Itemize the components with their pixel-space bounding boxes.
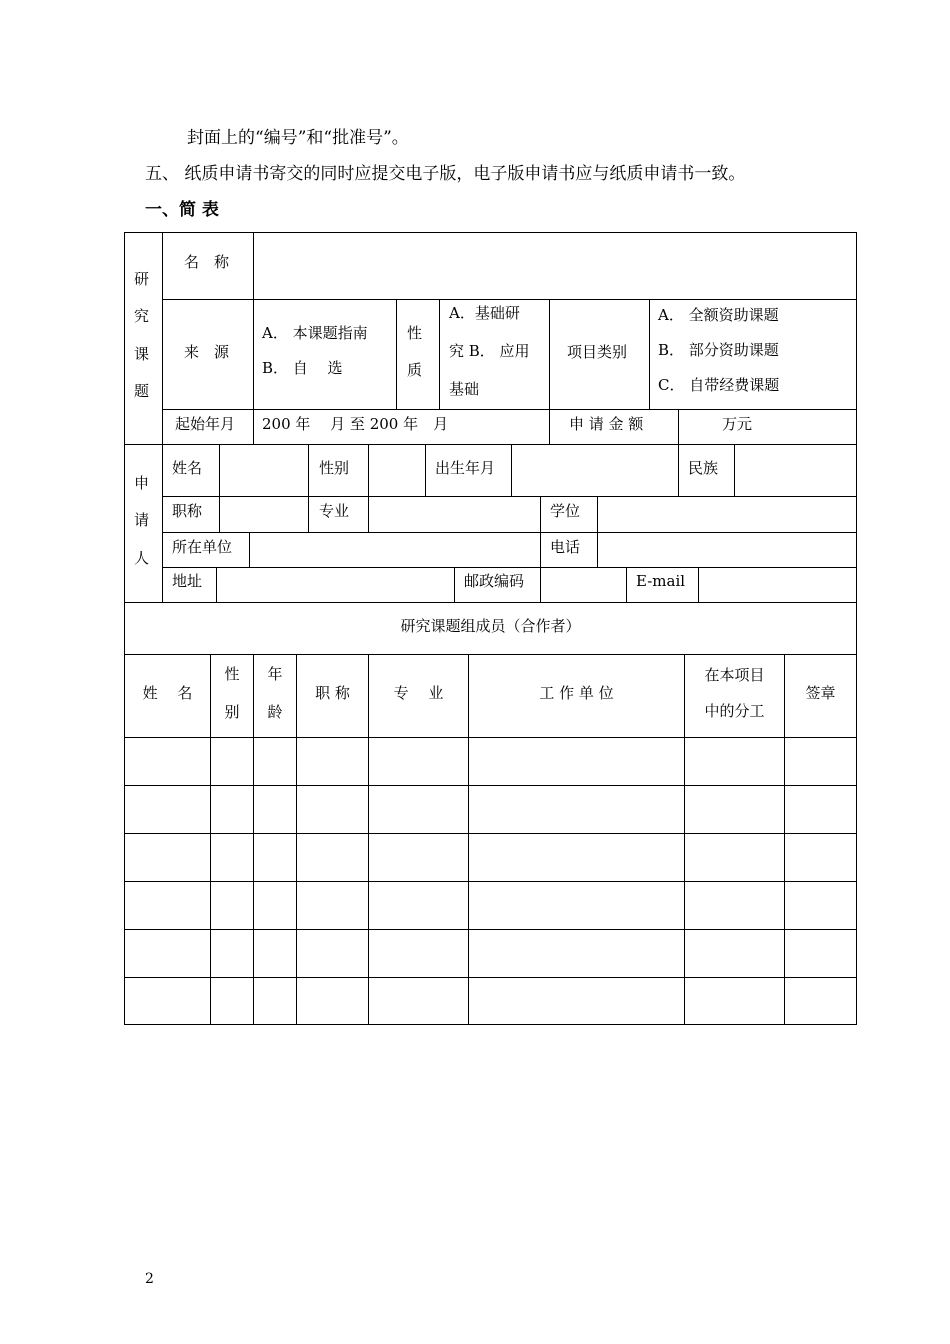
category-option-b[interactable]: B． 部分资助课题 xyxy=(658,341,779,359)
applicant-address-label: 地址 xyxy=(172,572,203,590)
applicant-group-label-3: 人 xyxy=(134,549,150,567)
header-age-1: 年 xyxy=(267,665,283,683)
source-label: 来 源 xyxy=(184,343,230,361)
applicant-birth-label: 出生年月 xyxy=(435,459,496,477)
header-age-2: 龄 xyxy=(267,703,283,721)
header-gender-2: 别 xyxy=(224,703,240,721)
applicant-postcode-label: 邮政编码 xyxy=(464,572,525,590)
project-group-label-1: 研 xyxy=(134,270,150,288)
category-option-c[interactable]: C． 自带经费课题 xyxy=(658,376,780,394)
page-number: 2 xyxy=(145,1271,154,1287)
applicant-major-label: 专业 xyxy=(319,502,350,520)
header-major: 专 业 xyxy=(393,684,444,702)
category-option-a[interactable]: A． 全额资助课题 xyxy=(658,306,779,324)
applicant-title-label: 职称 xyxy=(172,502,203,520)
table-row[interactable] xyxy=(125,882,856,929)
nature-option-line-1[interactable]: A．基础研 xyxy=(449,304,520,322)
source-option-b[interactable]: B． 自 选 xyxy=(262,359,343,377)
applicant-group-label-1: 申 xyxy=(134,474,150,492)
applicant-email-label: E-mail xyxy=(636,572,686,590)
applicant-unit-label: 所在单位 xyxy=(172,538,233,556)
amount-label: 申 请 金 额 xyxy=(569,415,644,433)
header-name: 姓 名 xyxy=(142,684,193,702)
header-title: 职 称 xyxy=(315,684,350,702)
table-row[interactable] xyxy=(125,834,856,881)
category-label: 项目类别 xyxy=(567,343,628,361)
nature-label-1: 性 xyxy=(407,324,423,342)
nature-option-line-3[interactable]: 基础 xyxy=(449,380,480,398)
header-role-2: 中的分工 xyxy=(704,702,765,720)
project-name-label: 名 称 xyxy=(184,253,230,271)
table-row[interactable] xyxy=(125,738,856,785)
applicant-gender-label: 性别 xyxy=(319,459,350,477)
applicant-phone-label: 电话 xyxy=(550,538,581,556)
intro-line: 封面上的“编号”和“批准号”。 xyxy=(187,128,409,148)
header-role-1: 在本项目 xyxy=(704,666,765,684)
header-seal: 签章 xyxy=(805,684,836,702)
applicant-ethnicity-label: 民族 xyxy=(688,459,719,477)
applicant-group-label-2: 请 xyxy=(134,511,150,529)
project-group-label-2: 究 xyxy=(134,307,150,325)
applicant-name-label: 姓名 xyxy=(172,459,203,477)
nature-option-line-2[interactable]: 究 B． 应用 xyxy=(449,342,530,360)
instruction-item-5: 五、 纸质申请书寄交的同时应提交电子版，电子版申请书应与纸质申请书一致。 xyxy=(145,164,746,184)
table-row[interactable] xyxy=(125,978,856,1024)
header-gender-1: 性 xyxy=(224,665,240,683)
table-row[interactable] xyxy=(125,930,856,977)
section-title: 一、简 表 xyxy=(145,200,219,220)
period-label: 起始年月 xyxy=(175,415,236,433)
amount-unit: 万元 xyxy=(722,415,753,433)
applicant-degree-label: 学位 xyxy=(550,502,581,520)
source-option-a[interactable]: A． 本课题指南 xyxy=(262,324,368,342)
nature-label-2: 质 xyxy=(407,361,423,379)
header-work-unit: 工 作 单 位 xyxy=(539,684,614,702)
period-field[interactable]: 200 年 月 至 200 年 月 xyxy=(262,415,449,433)
members-title: 研究课题组成员（合作者） xyxy=(400,617,581,635)
project-group-label-3: 课 xyxy=(134,345,150,363)
project-group-label-4: 题 xyxy=(134,382,150,400)
table-row[interactable] xyxy=(125,786,856,833)
